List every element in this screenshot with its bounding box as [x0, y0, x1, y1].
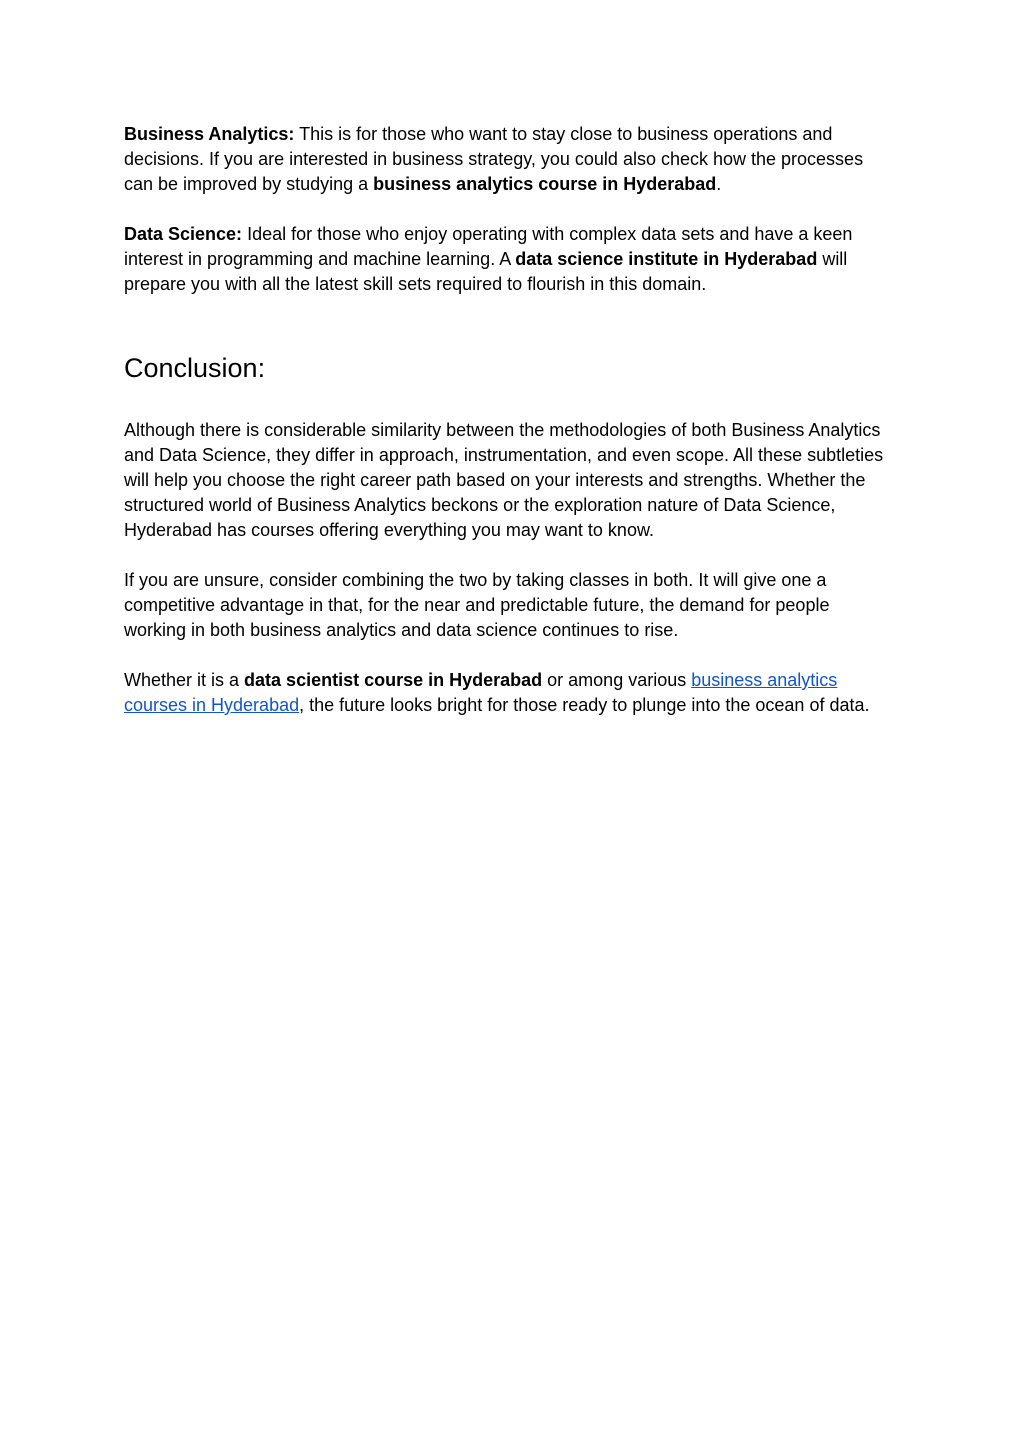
data-scientist-course-bold: data scientist course in Hyderabad	[244, 670, 543, 690]
business-analytics-label: Business Analytics:	[124, 124, 295, 144]
conclusion-p3-text-3: , the future looks bright for those ready to plunge into the ocean of data.	[299, 695, 870, 715]
conclusion-p3-text-2: or among various	[542, 670, 692, 690]
business-analytics-courses-link[interactable]: business analytics courses in Hyderabad	[124, 670, 838, 715]
conclusion-paragraph-2: If you are unsure, consider combining the two by taking classes in both. It will give one a competitive advantage in that, for the near and predictable future, the demand for people working in both business analytics and data science continues to rise.	[124, 570, 830, 640]
data-science-paragraph	[124, 222, 894, 297]
conclusion-paragraph-1: Although there is considerable similarity between the methodologies of both Business Analytics and Data Science, they differ in approach, instrumentation, and even scope. All these subtleties will help you choose the right career path based on your interests and strengths. Whether the structured world of Business Analytics beckons or the exploration nature of Data Science, Hyderabad has courses offering everything you may want to know.	[124, 420, 884, 540]
data-science-text-1: Ideal for those who enjoy operating with complex data sets and have a keen interest in programming and machine learning. A	[124, 224, 853, 269]
data-science-label: Data Science:	[124, 224, 243, 244]
document-page	[124, 122, 894, 718]
conclusion-p3-text-1: Whether it is a	[124, 670, 245, 690]
data-science-text-2: will prepare you with all the latest skill sets required to flourish in this domain.	[124, 249, 848, 294]
business-analytics-text-1: This is for those who want to stay close to business operations and decisions. If you are interested in business strategy, you could also check how the processes can be improved by studying a	[124, 124, 864, 194]
conclusion-paragraph-3	[124, 668, 894, 718]
business-analytics-course-bold: business analytics course in Hyderabad	[373, 174, 717, 194]
business-analytics-text-2: .	[716, 174, 722, 194]
conclusion-heading: Conclusion:	[124, 353, 266, 383]
data-science-institute-bold: data science institute in Hyderabad	[515, 249, 818, 269]
business-analytics-paragraph	[124, 122, 894, 197]
